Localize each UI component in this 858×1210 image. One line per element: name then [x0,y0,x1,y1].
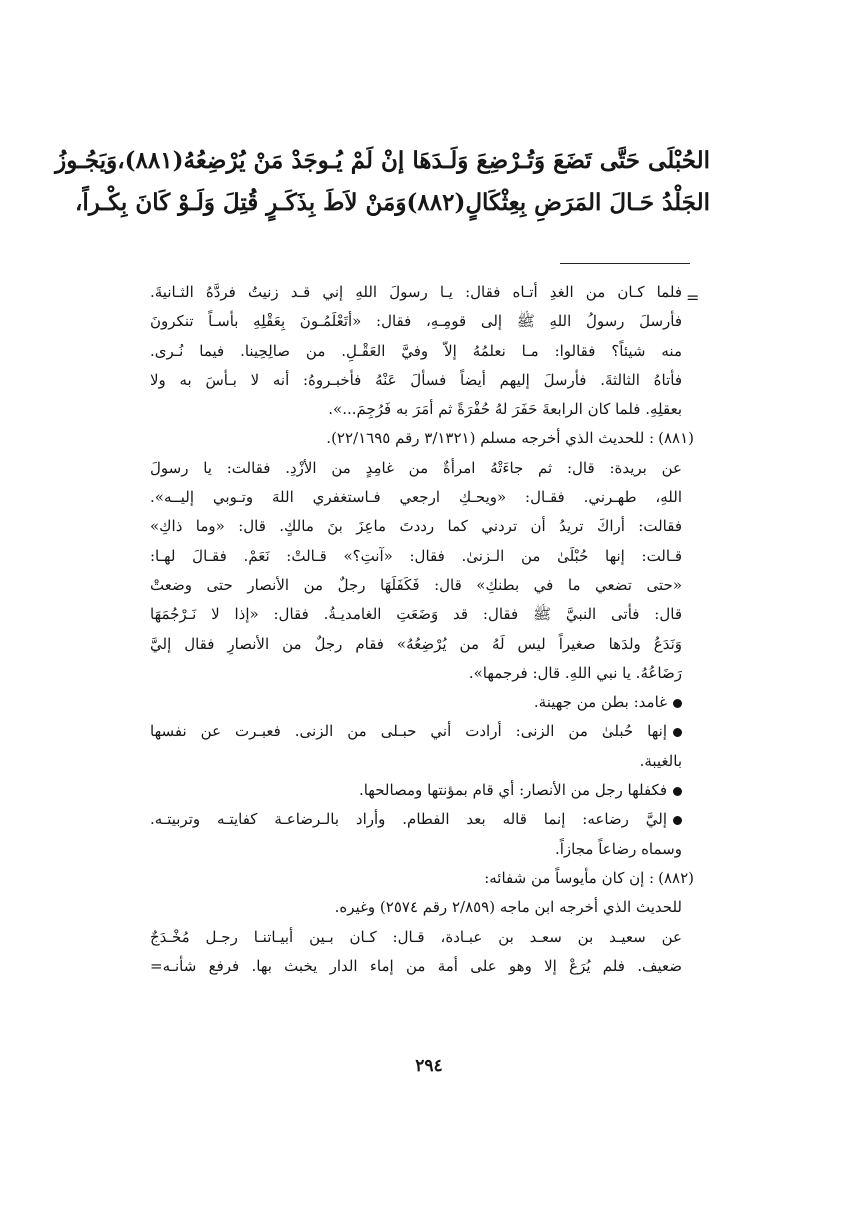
footnote-separator [560,263,690,264]
footnote-line: اللهِ، طهـرني. فقـال: «ويحـكِ ارجعي فـاستغفري اللهَ وتـوبي إليــه». [150,488,682,507]
footnote-line: منه شيئاً؟ فقالوا: مـا نعلمُهُ إلاّ وفيَّ العَقْـلِ. من صالِحِينا. فيما نُـرى. [150,341,682,360]
bullet-icon [673,699,682,708]
footnote-882-title: : إن كان مأيوساً من شفائه: [484,868,655,887]
footnote-line: فأرسلَ رسولُ اللهِ ﷺ إلى قومِـهِ، فقال: «أتَعْلَمُـونَ بِعَقْلِهِ بأسـاً تنكرونَ [150,312,682,331]
main-text-block [55,140,710,224]
footnote-line: رَضَاعُهُ. يا نبي اللهِ. قال: فرجمها». [468,663,682,682]
page-number: ٢٩٤ [415,1056,443,1076]
footnote-line: فأتاهُ الثالثةَ. فأرسلَ إليهم أيضاً فسألَ عَنْهُ فأخبـروهُ: أنه لا بـأسَ به ولا [150,370,682,389]
footnote-line: بعقلِهِ. فلما كان الرابعةَ حَفَرَ لهُ حُفْرَةً ثم أمَرَ به فَرُجِمَ...». [328,400,682,419]
footnote-line: قـالت: إنها حُبْلَىٰ من الـزنىٰ. فقال: «آنتِ؟» قـالتْ: نَعَمْ. فقـالَ لهـا: [150,546,682,565]
footnote-882-heading [150,864,694,893]
footnote-line: فقالت: أراكَ تريدُ أن تردني كما رددتَ ماعِزَ بنَ مالكٍ. قال: «وما ذاكِ» [150,517,682,536]
bullet-icon [673,728,682,737]
footnote-882-number: (٨٨٢) [658,868,694,887]
note-continuation: وسماه رضاعاً مجازاً. [555,839,682,858]
bullet-icon [673,787,682,796]
footnote-881-number: (٨٨١) [658,429,694,448]
note-item: إليَّ رضاعه: إنما قاله بعد الفطام. وأراد بالـرضاعـة كفايتـه وتربيتـه. [150,805,682,834]
note-item: إنها حُبلىٰ من الزنى: أرادت أني حبـلى من الزنى. فعبـرت عن نفسها [150,717,682,746]
continuation-mark: = [686,288,700,307]
footnote-line: «حتى تضعي ما في بطنكِ» قال: فَكَفَلَهَا رجلٌ من الأنصار حتى وضعتْ [150,575,682,594]
footnote-line: وَنَدَعُ ولدَها صغيراً ليس لَهُ من يُرْضِعُهُ» فقام رجلٌ من الأنصارِ فقال إليَّ [150,634,682,653]
footnote-881-source: : للحديث الذي أخرجه مسلم (٣/١٣٢١ رقم ٢٢/١٦٩٥). [326,429,655,448]
main-text-line: الحُبْلَى حَتَّى تَضَعَ وَتُـرْضِعَ وَلَـدَهَا إنْ لَمْ يُـوجَدْ مَنْ يُرْضِعُهُ(٨٨١)،وَيَجُـوزُ [55,147,710,174]
note-item: غامد: بطن من جهينة. [150,688,682,717]
footnote-line: عن بريدة: قال: ثم جاءَتْهُ امرأةٌ من غامِدٍ من الأزْدِ. فقالت: يا رسولَ [150,458,682,477]
footnote-line: فلما كـان من الغدِ أتـاه فقال: يـا رسولَ اللهِ إني قـد زنيتُ فردَّهُ الثـانيةَ. [150,283,682,301]
bullet-icon [673,816,682,825]
footnote-line: عن سعيـد بن سعـد بن عبـادة، قـال: كـان بـين أبيـاتنـا رجـل مُخْـدَجٌ [150,927,682,946]
footnote-line: قال: فأتى النبيَّ ﷺ فقال: قد وَضَعَتِ الغامديـةُ. فقال: «إذا لا نَـرْجُمَهَا [150,605,682,624]
footnote-881-heading [150,424,694,453]
footnote-line: ضعيف. فلم يُرَعْ إلا وهو على أمة من إماء الدار يخبث بها. فرفع شأنـه= [150,956,682,975]
footnotes-block [150,278,694,981]
footnote-line: للحديث الذي أخرجه ابن ماجه (٢/٨٥٩ رقم ٢٥٧٤) وغيره. [334,898,682,917]
note-item: فكفلها رجل من الأنصار: أي قام بمؤنتها ومصالحها. [150,776,682,805]
note-continuation: بالغيبة. [639,751,682,770]
main-text-line: الجَلْدُ حَـالَ المَرَضِ بِعِثْكَالٍ(٨٨٢)وَمَنْ لاَطَ بِذَكَـرٍ قُتِلَ وَلَـوْ كَانَ بِكْـراً، [74,189,710,216]
